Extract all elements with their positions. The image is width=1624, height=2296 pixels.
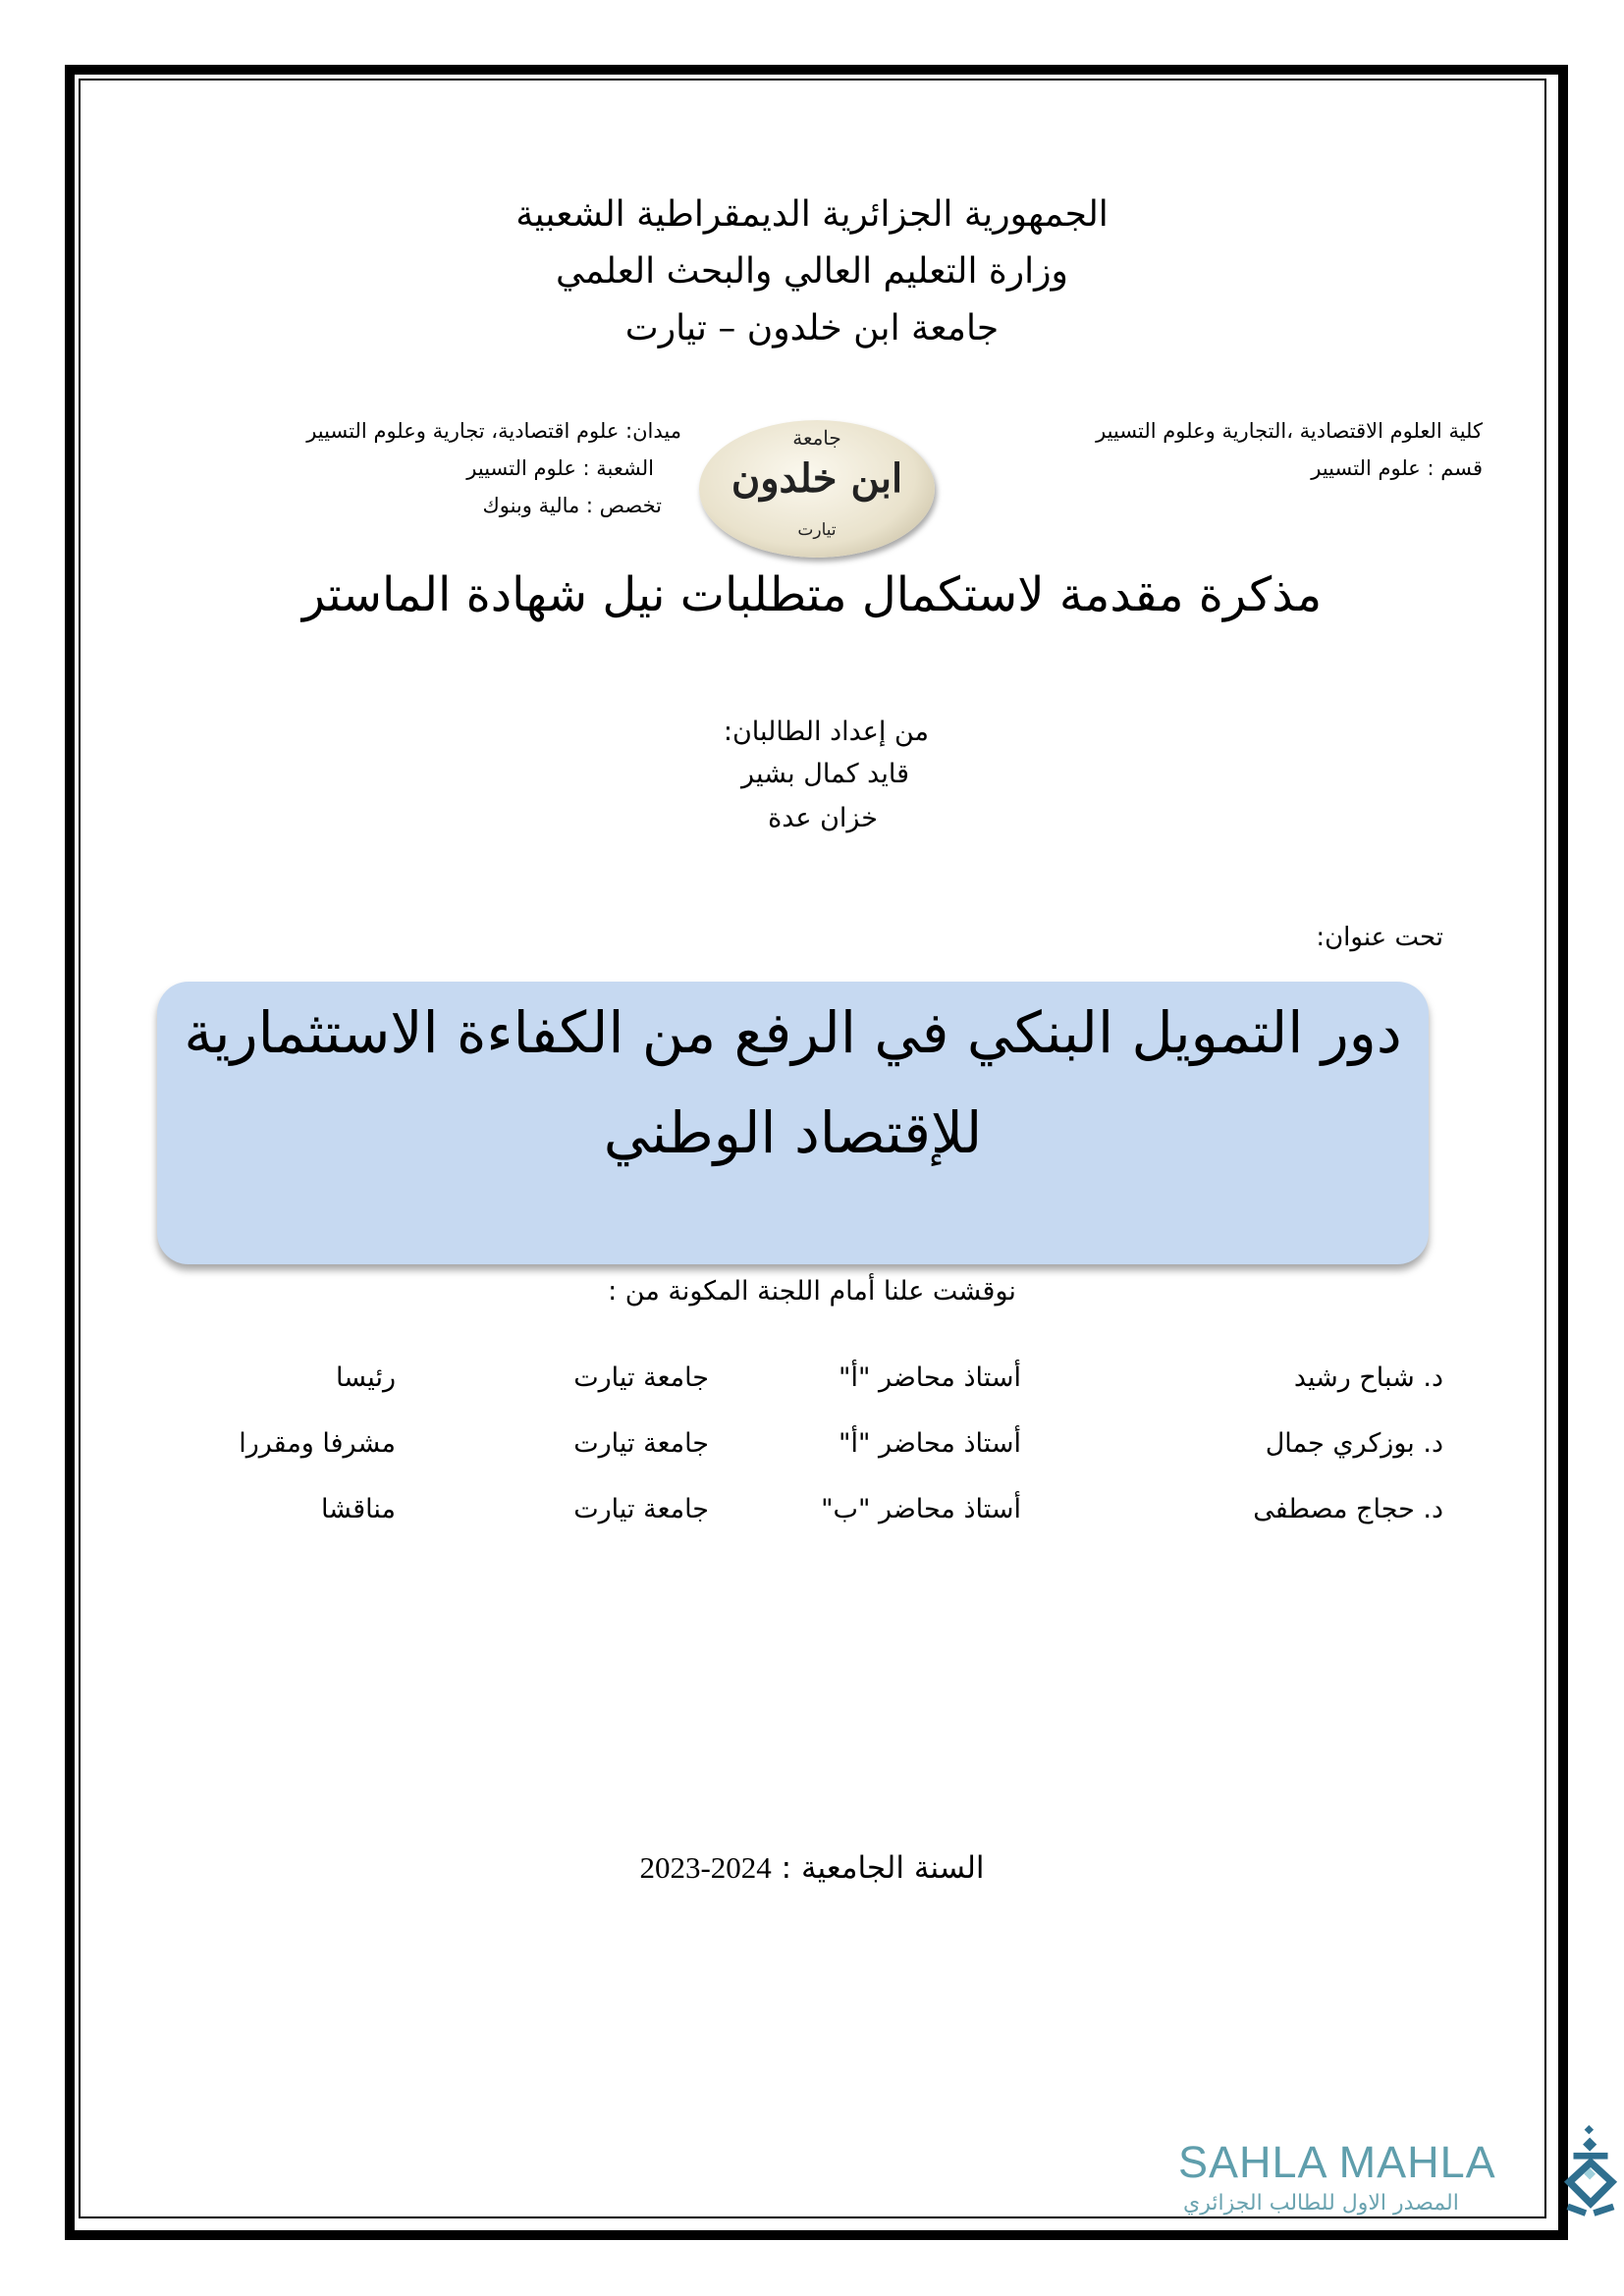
university-logo: [699, 420, 935, 558]
member-name: د. شباح رشيد: [1293, 1362, 1443, 1393]
department-name: قسم : علوم التسيير: [1311, 456, 1483, 480]
thesis-title-line1: دور التمويل البنكي في الرفع من الكفاءة الاستثمارية: [184, 999, 1402, 1066]
member-rank: أستاذ محاضر "أ": [839, 1362, 1021, 1393]
students-label: من إعداد الطالبان:: [723, 717, 929, 747]
thesis-label: مذكرة مقدمة لاستكمال متطلبات نيل شهادة الماستر: [301, 567, 1323, 622]
member-university: جامعة تيارت: [573, 1494, 709, 1524]
branch-name: الشعبة : علوم التسيير: [466, 456, 654, 480]
title-label: تحت عنوان:: [1316, 923, 1443, 952]
member-name: د. بوزكري جمال: [1265, 1428, 1443, 1459]
ministry-heading: وزارة التعليم العالي والبحث العلمي: [556, 251, 1068, 292]
member-name: د. حجاج مصطفى: [1253, 1494, 1443, 1524]
member-university: جامعة تيارت: [573, 1428, 709, 1459]
watermark-tagline: المصدر الاول للطالب الجزائري: [1183, 2191, 1459, 2216]
republic-heading: الجمهورية الجزائرية الديمقراطية الشعبية: [515, 194, 1109, 235]
thesis-title-line2: للإقتصاد الوطني: [603, 1099, 983, 1166]
academic-year-label: السنة الجامعية :: [781, 1850, 985, 1886]
member-rank: أستاذ محاضر "أ": [839, 1428, 1021, 1459]
university-heading: جامعة ابن خلدون – تيارت: [624, 308, 1000, 348]
member-role: مناقشا: [320, 1494, 396, 1524]
logo-text-main: ابن خلدون: [731, 455, 903, 502]
member-university: جامعة تيارت: [573, 1362, 709, 1393]
watermark-brand: SAHLA MAHLA: [1178, 2137, 1496, 2187]
domain-name: ميدان: علوم اقتصادية، تجارية وعلوم التسيير: [306, 419, 681, 443]
academic-year: [0, 1850, 1624, 1886]
faculty-name: كلية العلوم الاقتصادية ،التجارية وعلوم التسيير: [1096, 419, 1483, 443]
member-role: مشرفا ومقررا: [239, 1428, 396, 1459]
logo-text-bottom: تيارت: [797, 520, 837, 540]
academic-year-value: 2024-2023: [639, 1850, 772, 1885]
committee-label: نوقشت علنا أمام اللجنة المكونة من :: [608, 1276, 1016, 1307]
logo-text-top: جامعة: [792, 426, 841, 450]
student-name: خزان عدة: [768, 803, 878, 833]
member-role: رئيسا: [335, 1362, 396, 1393]
watermark-logo-icon: [1561, 2115, 1620, 2228]
member-rank: أستاذ محاضر "ب": [821, 1494, 1021, 1524]
specialty-name: تخصص : مالية وبنوك: [482, 494, 662, 517]
student-name: قايد كمال بشير: [741, 759, 909, 789]
